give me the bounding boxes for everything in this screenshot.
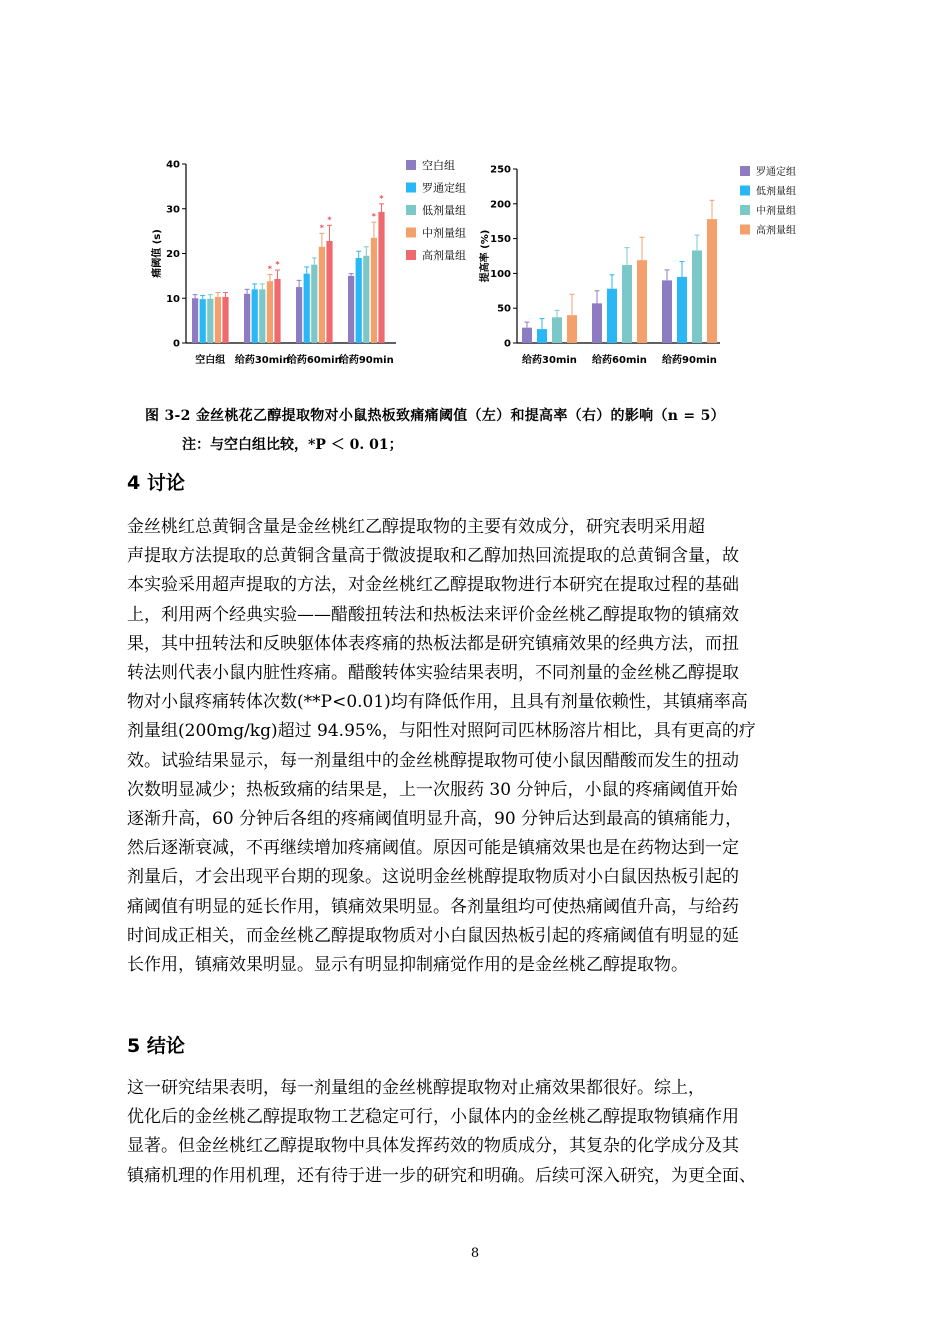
legend-swatch bbox=[406, 183, 416, 193]
text-line: 上，利用两个经典实验——醋酸扭转法和热板法来评价金丝桃乙醇提取物的镇痛效 bbox=[127, 604, 739, 625]
legend-swatch bbox=[740, 186, 750, 196]
y-tick-label: 10 bbox=[166, 293, 180, 305]
significance-marker: * bbox=[371, 212, 376, 222]
y-tick-label: 100 bbox=[490, 268, 511, 280]
bar bbox=[356, 258, 362, 343]
figure-3-2 bbox=[150, 150, 800, 380]
legend-swatch bbox=[406, 160, 416, 170]
bar bbox=[296, 287, 302, 343]
figure-charts bbox=[150, 150, 800, 380]
section-heading-discussion: 4 讨论 bbox=[127, 472, 185, 494]
y-tick-label: 0 bbox=[173, 338, 180, 350]
figure-note: 注：与空白组比较，*P ＜ 0. 01； bbox=[182, 437, 403, 453]
bar bbox=[311, 265, 317, 343]
bar bbox=[637, 260, 647, 343]
significance-marker: * bbox=[267, 264, 272, 274]
bar bbox=[363, 256, 369, 343]
text-line: 转法则代表小鼠内脏性疼痛。醋酸转体实验结果表明，不同剂量的金丝桃乙醇提取 bbox=[127, 663, 739, 684]
bar bbox=[319, 247, 325, 343]
bar bbox=[192, 298, 198, 343]
discussion-paragraph bbox=[127, 513, 827, 980]
text-line: 剂量组(200mg/kg)超过 94.95%，与阳性对照阿司匹林肠溶片相比，具有更高的疗 bbox=[127, 721, 756, 742]
text-line: 声提取方法提取的总黄铜含量高于微波提取和乙醇加热回流提取的总黄铜含量，故 bbox=[127, 546, 739, 567]
x-tick-label: 空白组 bbox=[195, 355, 226, 366]
legend-label: 空白组 bbox=[422, 159, 455, 172]
text-line: 果，其中扭转法和反映躯体体表疼痛的热板法都是研究镇痛效果的经典方法，而扭 bbox=[127, 633, 739, 654]
bar bbox=[259, 289, 265, 343]
bar bbox=[215, 297, 221, 343]
bar bbox=[692, 250, 702, 343]
y-tick-label: 200 bbox=[490, 199, 511, 211]
text-line: 金丝桃红总黄铜含量是金丝桃红乙醇提取物的主要有效成分，研究表明采用超 bbox=[127, 517, 705, 537]
bar bbox=[267, 281, 273, 343]
y-axis-label: 提高率 (%) bbox=[480, 229, 491, 283]
y-axis-label: 痛阈值 (s) bbox=[152, 229, 163, 278]
text-line: 这一研究结果表明，每一剂量组的金丝桃醇提取物对止痛效果都很好。综上， bbox=[127, 1078, 705, 1098]
bar bbox=[522, 328, 532, 343]
text-line: 逐渐升高，60 分钟后各组的疼痛阈值明显升高，90 分钟后达到最高的镇痛能力， bbox=[127, 809, 743, 830]
bar bbox=[274, 279, 280, 343]
legend-label: 高剂量组 bbox=[756, 225, 796, 237]
x-tick-label: 给药30min bbox=[522, 355, 577, 366]
bar bbox=[537, 329, 547, 343]
legend-swatch bbox=[406, 250, 416, 260]
x-tick-label: 给药60min bbox=[592, 355, 647, 366]
text-line: 剂量后，才会出现平台期的现象。这说明金丝桃醇提取物质对小白鼠因热板引起的 bbox=[127, 867, 739, 888]
significance-marker: * bbox=[327, 215, 332, 225]
y-tick-label: 250 bbox=[490, 164, 511, 176]
text-line: 物对小鼠疼痛转体次数(**P<0.01)均有降低作用，且具有剂量依赖性，其镇痛率高 bbox=[127, 692, 748, 713]
x-tick-label: 给药90min bbox=[338, 355, 394, 366]
bar bbox=[707, 219, 717, 343]
legend-swatch bbox=[740, 205, 750, 215]
x-tick-label: 给药30min bbox=[234, 355, 290, 366]
text-line: 痛阈值有明显的延长作用，镇痛效果明显。各剂量组均可使热痛阈值升高，与给药 bbox=[127, 896, 739, 917]
bar bbox=[207, 299, 213, 343]
bar bbox=[677, 277, 687, 343]
bar bbox=[371, 238, 377, 343]
bar bbox=[222, 297, 228, 343]
significance-marker: * bbox=[275, 260, 280, 270]
text-line: 然后逐渐衰减，不再继续增加疼痛阈值。原因可能是镇痛效果也是在药物达到一定 bbox=[127, 838, 739, 859]
bar bbox=[200, 299, 206, 343]
bar bbox=[662, 280, 672, 343]
y-tick-label: 0 bbox=[504, 338, 511, 350]
y-tick-label: 20 bbox=[166, 249, 180, 260]
legend-label: 中剂量组 bbox=[422, 226, 466, 240]
legend-label: 高剂量组 bbox=[422, 249, 466, 262]
y-tick-label: 40 bbox=[166, 159, 180, 171]
legend-swatch bbox=[740, 225, 750, 235]
text-line: 优化后的金丝桃乙醇提取物工艺稳定可行，小鼠体内的金丝桃乙醇提取物镇痛作用 bbox=[127, 1107, 739, 1128]
significance-marker: * bbox=[319, 223, 324, 233]
text-line: 次数明显减少；热板致痛的结果是，上一次服药 30 分钟后，小鼠的疼痛阈值开始 bbox=[127, 779, 738, 800]
bar bbox=[552, 317, 562, 343]
significance-marker: * bbox=[379, 193, 384, 203]
legend-swatch bbox=[740, 166, 750, 176]
y-tick-label: 50 bbox=[497, 303, 511, 315]
figure-caption: 图 3-2 金丝桃花乙醇提取物对小鼠热板致痛痛阈值（左）和提高率（右）的影响（n = 5） bbox=[145, 408, 725, 424]
bar bbox=[326, 241, 332, 343]
bar bbox=[607, 289, 617, 343]
legend-label: 罗通定组 bbox=[756, 167, 796, 178]
legend-swatch bbox=[406, 228, 416, 238]
legend-label: 罗通定组 bbox=[422, 181, 466, 195]
text-line: 本实验采用超声提取的方法，对金丝桃红乙醇提取物进行本研究在提取过程的基础 bbox=[127, 575, 739, 596]
bar bbox=[348, 276, 354, 343]
bar bbox=[378, 212, 384, 343]
legend-label: 低剂量组 bbox=[756, 186, 796, 198]
legend-label: 低剂量组 bbox=[422, 204, 466, 217]
text-line: 长作用，镇痛效果明显。显示有明显抑制痛觉作用的是金丝桃乙醇提取物。 bbox=[127, 955, 688, 976]
bar bbox=[252, 289, 258, 343]
y-tick-label: 150 bbox=[490, 234, 511, 246]
page-number: 8 bbox=[470, 1246, 480, 1261]
text-line: 效。试验结果显示，每一剂量组中的金丝桃醇提取物可使小鼠因醋酸而发生的扭动 bbox=[127, 750, 739, 771]
section-heading-conclusion: 5 结论 bbox=[127, 1035, 185, 1057]
bar bbox=[567, 315, 577, 343]
x-tick-label: 给药90min bbox=[662, 355, 717, 366]
y-tick-label: 30 bbox=[166, 204, 180, 216]
bar bbox=[592, 303, 602, 343]
legend-label: 中剂量组 bbox=[756, 206, 796, 217]
bar bbox=[244, 294, 250, 343]
legend-swatch bbox=[406, 205, 416, 215]
bar bbox=[622, 265, 632, 343]
text-line: 显著。但金丝桃红乙醇提取物中具体发挥药效的物质成分，其复杂的化学成分及其 bbox=[127, 1136, 739, 1157]
text-line: 镇痛机理的作用机理，还有待于进一步的研究和明确。后续可深入研究，为更全面、 bbox=[127, 1165, 756, 1186]
text-line: 时间成正相关，而金丝桃乙醇提取物质对小白鼠因热板引起的疼痛阈值有明显的延 bbox=[127, 925, 739, 946]
x-tick-label: 给药60min bbox=[286, 355, 342, 366]
bar bbox=[304, 274, 310, 343]
conclusion-paragraph bbox=[127, 1074, 827, 1191]
